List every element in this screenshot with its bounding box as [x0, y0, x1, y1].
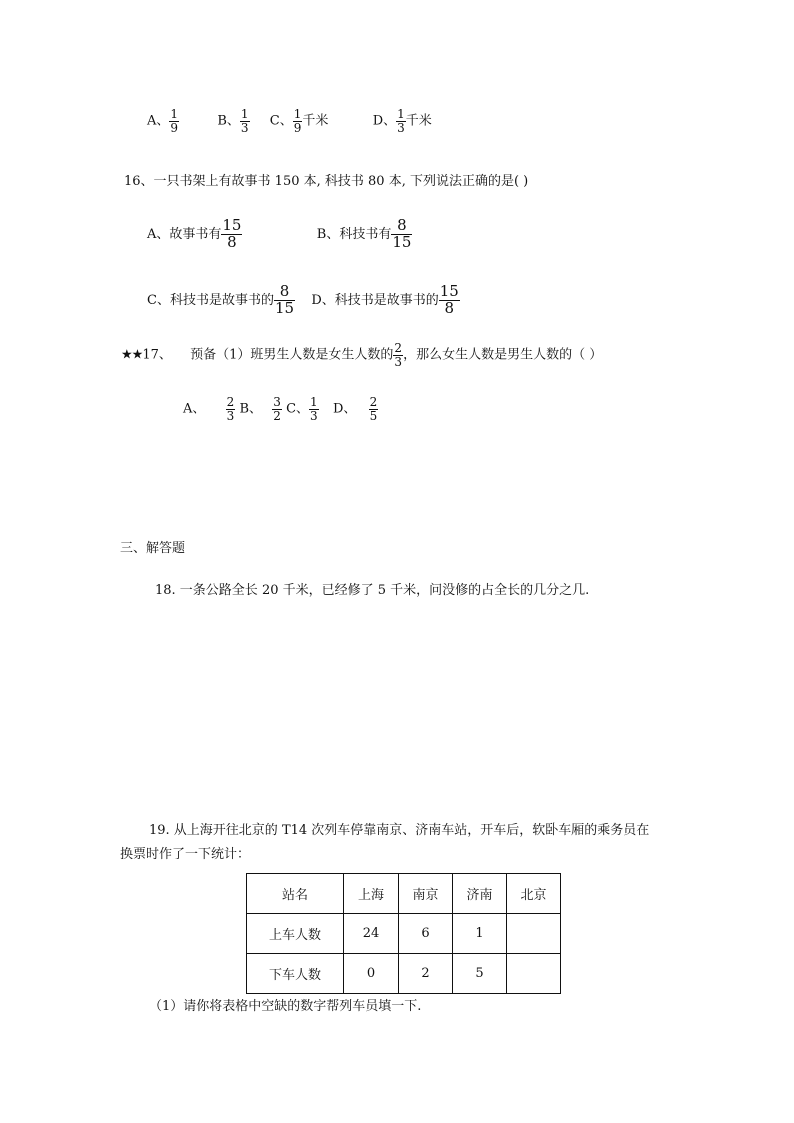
- q15-option-d-fraction: $\frac{1}{3}$: [397, 107, 405, 135]
- table-row: [247, 954, 561, 994]
- q15-option-a-label: A、: [147, 113, 170, 129]
- q16-option-b-text: B、科技书有: [316, 226, 392, 242]
- table-cell: 24: [344, 914, 399, 954]
- table-header-cell: 南京: [399, 874, 453, 914]
- q16-option-d-text: D、科技书是故事书的: [311, 292, 439, 308]
- q17-option-b-label: B、: [239, 401, 263, 417]
- q18-question: 18. 一条公路全长 20 千米，已经修了 5 千米，问没修的占全长的几分之几.: [155, 583, 590, 598]
- q19-line1: 19. 从上海开往北京的 T14 次列车停靠南京、济南车站，开车后，软卧车厢的乘务员在: [149, 823, 650, 838]
- q17-text-before: 预备（1）班男生人数是女生人数的: [190, 347, 394, 363]
- q17-option-c-fraction: $\frac{1}{3}$: [310, 395, 318, 423]
- star-icon: ★★: [121, 347, 143, 363]
- q17-option-b-fraction: $\frac{3}{2}$: [273, 395, 281, 423]
- q15-option-b-fraction: $\frac{1}{3}$: [240, 107, 249, 135]
- table-cell: 下车人数: [247, 954, 344, 994]
- q17-number: 17、: [142, 347, 172, 363]
- q15-options: [147, 108, 432, 134]
- table-cell-blank[interactable]: [507, 914, 561, 954]
- table-row: [247, 914, 561, 954]
- q17-option-a-fraction: $\frac{2}{3}$: [226, 395, 235, 423]
- q15-option-a-fraction: $\frac{1}{9}$: [170, 107, 179, 135]
- table-cell: 上车人数: [247, 914, 344, 954]
- q16-option-a-text: A、故事书有: [147, 226, 222, 242]
- q17-option-d-label: D、: [332, 401, 357, 417]
- table-cell: 2: [399, 954, 453, 994]
- table-cell: 1: [453, 914, 507, 954]
- table-cell: 5: [453, 954, 507, 994]
- q19-line2: 换票时作了一下统计：: [120, 847, 251, 862]
- q16-option-a-fraction: $\frac{15}{8}$: [222, 216, 242, 251]
- q16-question: 16、一只书架上有故事书 150 本, 科技书 80 本, 下列说法正确的是( ): [124, 174, 529, 189]
- q15-option-c-label: C、: [269, 113, 293, 129]
- table-cell: 6: [399, 914, 453, 954]
- table-header-cell: 北京: [507, 874, 561, 914]
- section-title: 三、解答题: [120, 541, 186, 556]
- table-cell-blank[interactable]: [507, 954, 561, 994]
- q15-option-c-unit: 千米: [302, 113, 329, 129]
- table-header-cell: 上海: [344, 874, 399, 914]
- q16-option-c-text: C、科技书是故事书的: [147, 292, 274, 308]
- q17-text-after: ，那么女生人数是男生人数的（ ）: [403, 347, 603, 363]
- q19-sub1: （1）请你将表格中空缺的数字帮列车员填一下.: [149, 999, 422, 1014]
- station-stats-table: [246, 873, 561, 994]
- q16-option-b-fraction: $\frac{8}{15}$: [392, 216, 412, 251]
- table-cell: 0: [344, 954, 399, 994]
- table-header-cell: 济南: [453, 874, 507, 914]
- q17-fraction: $\frac{2}{3}$: [394, 341, 403, 369]
- q16-options-row1: [147, 218, 412, 251]
- q15-option-d-label: D、: [372, 113, 397, 129]
- q15-option-c-fraction: $\frac{1}{9}$: [293, 107, 302, 135]
- q17-question: [121, 342, 602, 368]
- q17-option-a-label: A、: [183, 401, 206, 417]
- q17-options: [183, 396, 378, 422]
- q17-option-d-fraction: $\frac{2}{5}$: [369, 395, 378, 423]
- q16-option-d-fraction: $\frac{15}{8}$: [439, 282, 459, 317]
- q17-option-c-label: C、: [286, 401, 310, 417]
- table-header-row: [247, 874, 561, 914]
- q16-options-row2: [147, 284, 460, 317]
- table-header-cell: 站名: [247, 874, 344, 914]
- q15-option-d-unit: 千米: [405, 113, 432, 129]
- q16-option-c-fraction: $\frac{8}{15}$: [274, 282, 295, 317]
- q15-option-b-label: B、: [217, 113, 240, 129]
